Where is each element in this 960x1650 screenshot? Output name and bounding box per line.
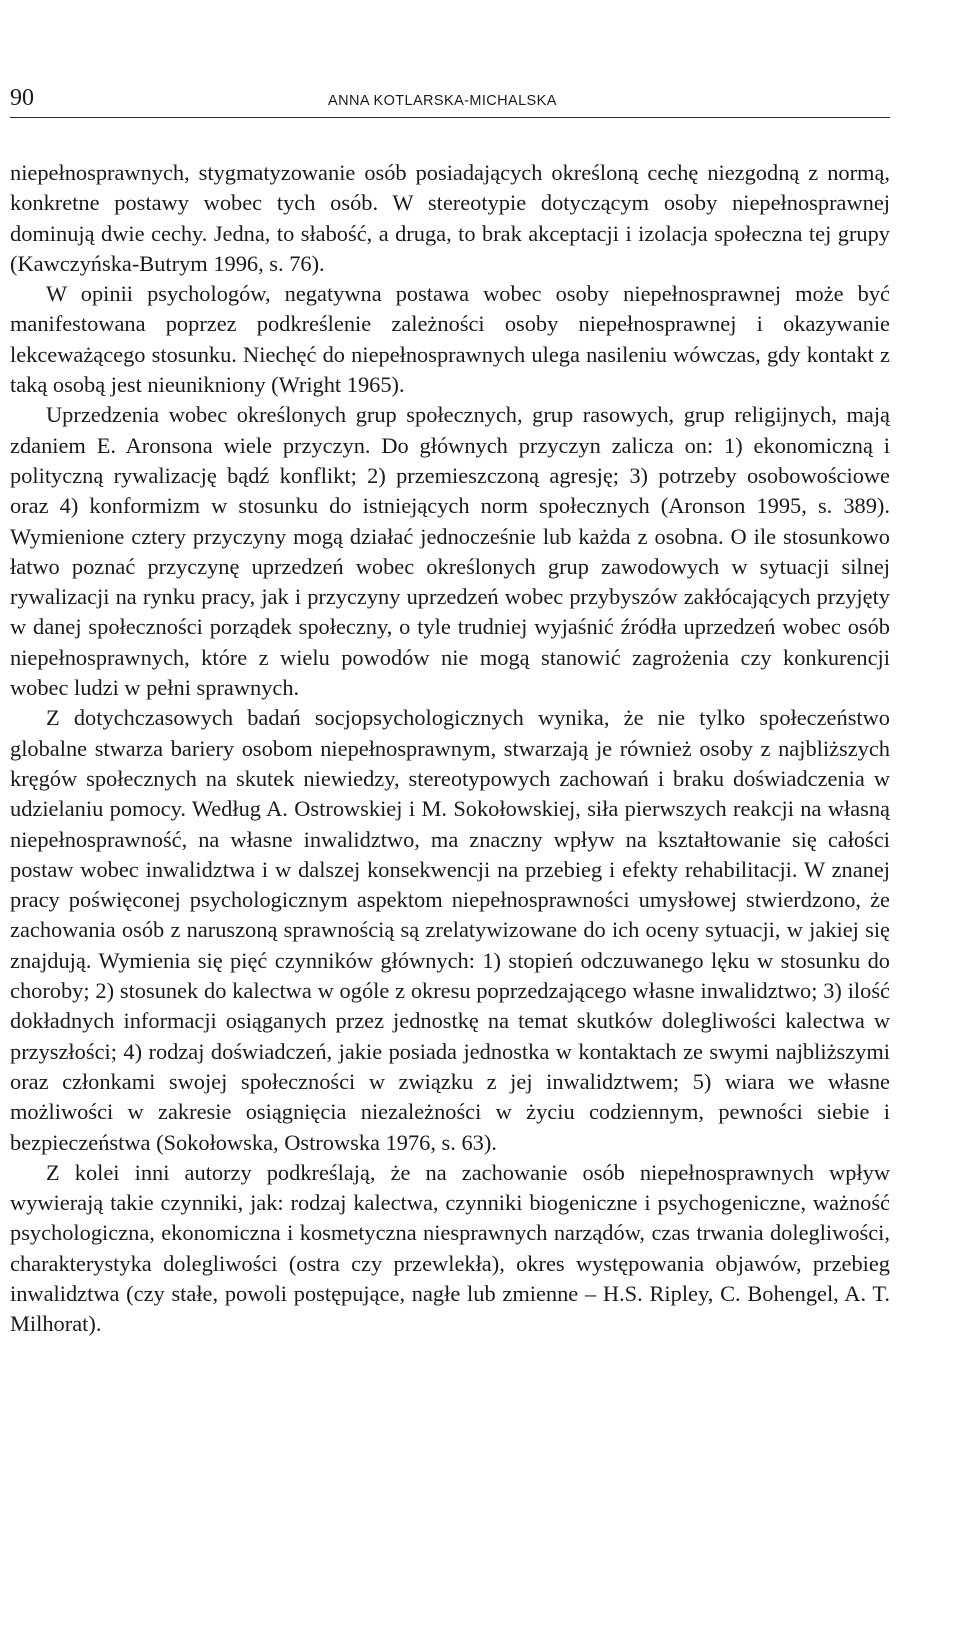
body-text (10, 158, 890, 1340)
paragraph-continued: niepełnosprawnych, stygmatyzowanie osób posiadających określoną cechę niezgodną z normą, konkretne postawy wobec tych osób. W stereotypie dotyczącym osoby niepełnosprawnej dominują dwie cechy. Jedna, to słabość, a druga, to brak akceptacji i izolacja społeczna tej grupy (Kawczyńska-Butrym 1996, s. 76). (10, 160, 890, 276)
running-head-author: ANNA KOTLARSKA-MICHALSKA (328, 93, 557, 109)
book-page (10, 0, 890, 1340)
running-header (10, 0, 890, 118)
paragraph: Z dotychczasowych badań socjopsychologicznych wynika, że nie tylko społeczeństwo globalne stwarza bariery osobom niepełnosprawnym, stwarzają je również osoby z najbliższych kręgów społecznych na skutek niewiedzy, stereotypowych zachowań i braku doświadczenia w udzielaniu pomocy. Według A. Ostrowskiej i M. Sokołowskiej, siła pierwszych reakcji na własną niepełnosprawność, na własne inwalidztwo, ma znaczny wpływ na kształtowanie się całości postaw wobec inwalidztwa i w dalszej konsekwencji na przebieg i efekty rehabilitacji. W znanej pracy poświęconej psychologicznym aspektom niepełnosprawności umysłowej stwierdzono, że zachowania osób z naruszoną sprawnością są zrelatywizowane do ich oceny sytuacji, w jakiej się znajdują. Wymienia się pięć czynników głównych: 1) stopień odczuwanego lęku w stosunku do choroby; 2) stosunek do kalectwa w ogóle z okresu poprzedzającego własne inwalidztwo; 3) ilość dokładnych informacji osiąganych przez jednostkę na temat skutków dolegliwości kalectwa w przyszłości; 4) rodzaj doświadczeń, jakie posiada jednostka w kontaktach ze swymi najbliższymi oraz członkami swojej społeczności w związku z jej inwalidztwem; 5) wiara we własne możliwości w zakresie osiągnięcia niezależności w życiu codziennym, pewności siebie i bezpieczeństwa (Sokołowska, Ostrowska 1976, s. 63). (10, 705, 890, 1155)
page-number: 90 (10, 85, 34, 111)
paragraph: W opinii psychologów, negatywna postawa wobec osoby niepełnosprawnej może być manifestowana poprzez podkreślenie zależności osoby niepełnosprawnej i okazywanie lekceważącego stosunku. Niechęć do niepełnosprawnych ulega nasileniu wówczas, gdy kontakt z taką osobą jest nieunikniony (Wright 1965). (10, 281, 890, 398)
paragraph: Z kolei inni autorzy podkreślają, że na zachowanie osób niepełnosprawnych wpływ wywierają takie czynniki, jak: rodzaj kalectwa, czynniki biogeniczne i psychogeniczne, ważność psychologiczna, ekonomiczna i kosmetyczna niesprawnych narządów, czas trwania dolegliwości, charakterystyka dolegliwości (ostra czy przewlekła), okres występowania objawów, przebieg inwalidztwa (czy stałe, powoli postępujące, nagłe lub zmienne – H.S. Ripley, C. Bohengel, A. T. Milhorat). (10, 1159, 890, 1337)
paragraph: Uprzedzenia wobec określonych grup społecznych, grup rasowych, grup religijnych, mają zdaniem E. Aronsona wiele przyczyn. Do głównych przyczyn zalicza on: 1) ekonomiczną i polityczną rywalizację bądź konflikt; 2) przemieszczoną agresję; 3) potrzeby osobowościowe oraz 4) konformizm w stosunku do istniejących norm społecznych (Aronson 1995, s. 389). Wymienione cztery przyczyny mogą działać jednocześnie lub każda z osobna. O ile stosunkowo łatwo poznać przyczynę uprzedzeń wobec określonych grup zawodowych w sytuacji silnej rywalizacji na rynku pracy, jak i przyczyny uprzedzeń wobec przybyszów zakłócających przyjęty w danej społeczności porządek społeczny, o tyle trudniej wyjaśnić źródła uprzedzeń wobec osób niepełnosprawnych, które z wielu powodów nie mogą stanowić zagrożenia czy konkurencji wobec ludzi w pełni sprawnych. (10, 402, 890, 701)
